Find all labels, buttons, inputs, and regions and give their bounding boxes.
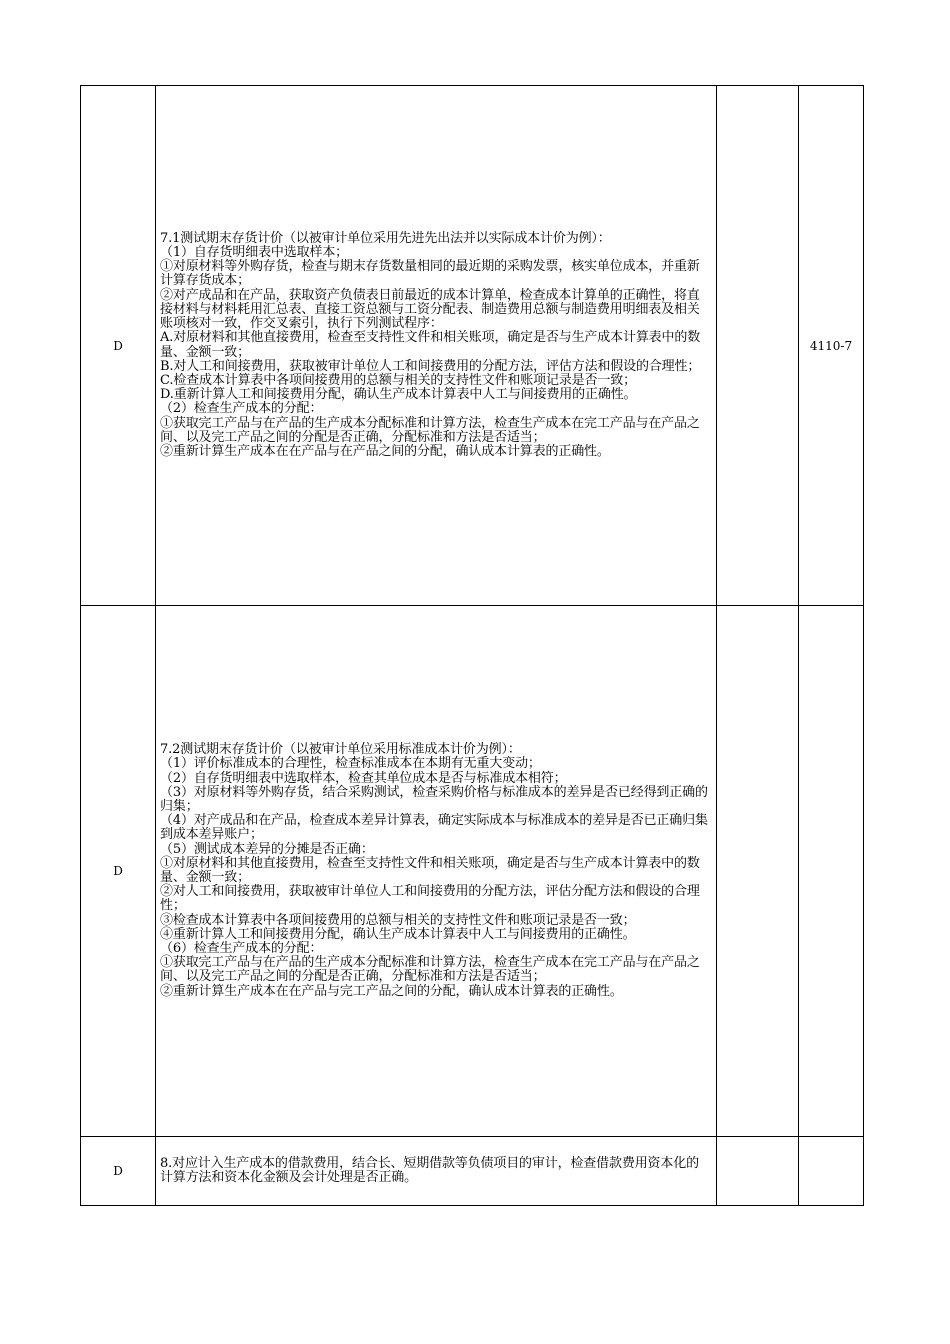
procedure-line: ③检查成本计算表中各项间接费用的总额与相关的支持性文件和账项记录是否一致； bbox=[160, 912, 636, 928]
procedure-line: C.检查成本计算表中各项间接费用的总额与相关的支持性文件和账项记录是否一致； bbox=[160, 372, 636, 388]
table-row bbox=[81, 86, 864, 606]
procedure-line: （4）对产成品和在产品，检查成本差异计算表，确定实际成本与标准成本的差异是否已正确归集到成本差异账户； bbox=[160, 813, 708, 843]
procedure-line: ①对原材料等外购存货，检查与期末存货数量相同的最近期的采购发票，核实单位成本，并重新计算存货成本； bbox=[160, 259, 700, 289]
reference-cell bbox=[799, 606, 864, 1137]
procedure-line: ②重新计算生产成本在在产品与完工产品之间的分配，确认成本计算表的正确性。 bbox=[160, 983, 623, 999]
table-row bbox=[81, 606, 864, 1137]
procedure-line: （1）评价标准成本的合理性，检查标准成本在本期有无重大变动； bbox=[160, 756, 541, 772]
level-cell: D bbox=[81, 86, 156, 606]
empty-cell bbox=[717, 1137, 799, 1206]
procedure-line: （6）检查生产成本的分配： bbox=[160, 941, 323, 957]
level-cell: D bbox=[81, 606, 156, 1137]
procedure-cell bbox=[156, 606, 717, 1137]
procedure-line: D.重新计算人工和间接费用分配，确认生产成本计算表中人工与间接费用的正确性。 bbox=[160, 387, 637, 403]
audit-procedure-table bbox=[80, 85, 864, 1206]
procedure-line: A.对原材料和其他直接费用，检查至支持性文件和相关账项，确定是否与生产成本计算表中的数量、金额一致； bbox=[160, 330, 701, 360]
procedure-line: 7.2测试期末存货计价（以被审计单位采用标准成本计价为例）： bbox=[160, 742, 521, 758]
procedure-line: ②对人工和间接费用，获取被审计单位人工和间接费用的分配方法，评估分配方法和假设的合理性； bbox=[160, 884, 700, 914]
procedure-line: （2）检查生产成本的分配： bbox=[160, 401, 323, 417]
procedure-line: 8.对应计入生产成本的借款费用，结合长、短期借款等负债项目的审计，检查借款费用资本化的计算方法和资本化金额及会计处理是否正确。 bbox=[160, 1155, 699, 1185]
level-cell: D bbox=[81, 1137, 156, 1206]
procedure-line: （3）对原材料等外购存货，结合采购测试，检查采购价格与标准成本的差异是否已经得到正确的归集； bbox=[160, 784, 708, 814]
procedure-line: ④重新计算人工和间接费用分配，确认生产成本计算表中人工与间接费用的正确性。 bbox=[160, 926, 636, 942]
empty-cell bbox=[717, 606, 799, 1137]
procedure-line: B.对人工和间接费用，获取被审计单位人工和间接费用的分配方法，评估方法和假设的合理性； bbox=[160, 358, 701, 374]
procedure-line: ①对原材料和其他直接费用，检查至支持性文件和相关账项，确定是否与生产成本计算表中的数量、金额一致； bbox=[160, 855, 700, 885]
procedure-cell bbox=[156, 1137, 717, 1206]
procedure-line: ①获取完工产品与在产品的生产成本分配标准和计算方法，检查生产成本在完工产品与在产品之间、以及完工产品之间的分配是否正确，分配标准和方法是否适当； bbox=[160, 955, 700, 985]
reference-cell bbox=[799, 1137, 864, 1206]
procedure-line: ②对产成品和在产品，获取资产负债表日前最近的成本计算单，检查成本计算单的正确性，将直接材料与材料耗用汇总表、直接工资总额与工资分配表、制造费用总额与制造费用明细表及相关账项核对一致，作交叉索引，执行下列测试程序： bbox=[160, 287, 700, 332]
procedure-line: （2）自存货明细表中选取样本，检查其单位成本是否与标准成本相符； bbox=[160, 770, 567, 786]
reference-cell: 4110-7 bbox=[799, 86, 864, 606]
procedure-line: ②重新计算生产成本在在产品与在产品之间的分配，确认成本计算表的正确性。 bbox=[160, 443, 610, 459]
procedure-line: ①获取完工产品与在产品的生产成本分配标准和计算方法，检查生产成本在完工产品与在产品之间、以及完工产品之间的分配是否正确，分配标准和方法是否适当； bbox=[160, 415, 700, 445]
procedure-line: （5）测试成本差异的分摊是否正确： bbox=[160, 841, 374, 857]
table-row bbox=[81, 1137, 864, 1206]
empty-cell bbox=[717, 86, 799, 606]
procedure-line: 7.1测试期末存货计价（以被审计单位采用先进先出法并以实际成本计价为例）： bbox=[160, 230, 611, 246]
procedure-cell bbox=[156, 86, 717, 606]
procedure-line: （1）自存货明细表中选取样本； bbox=[160, 245, 349, 261]
